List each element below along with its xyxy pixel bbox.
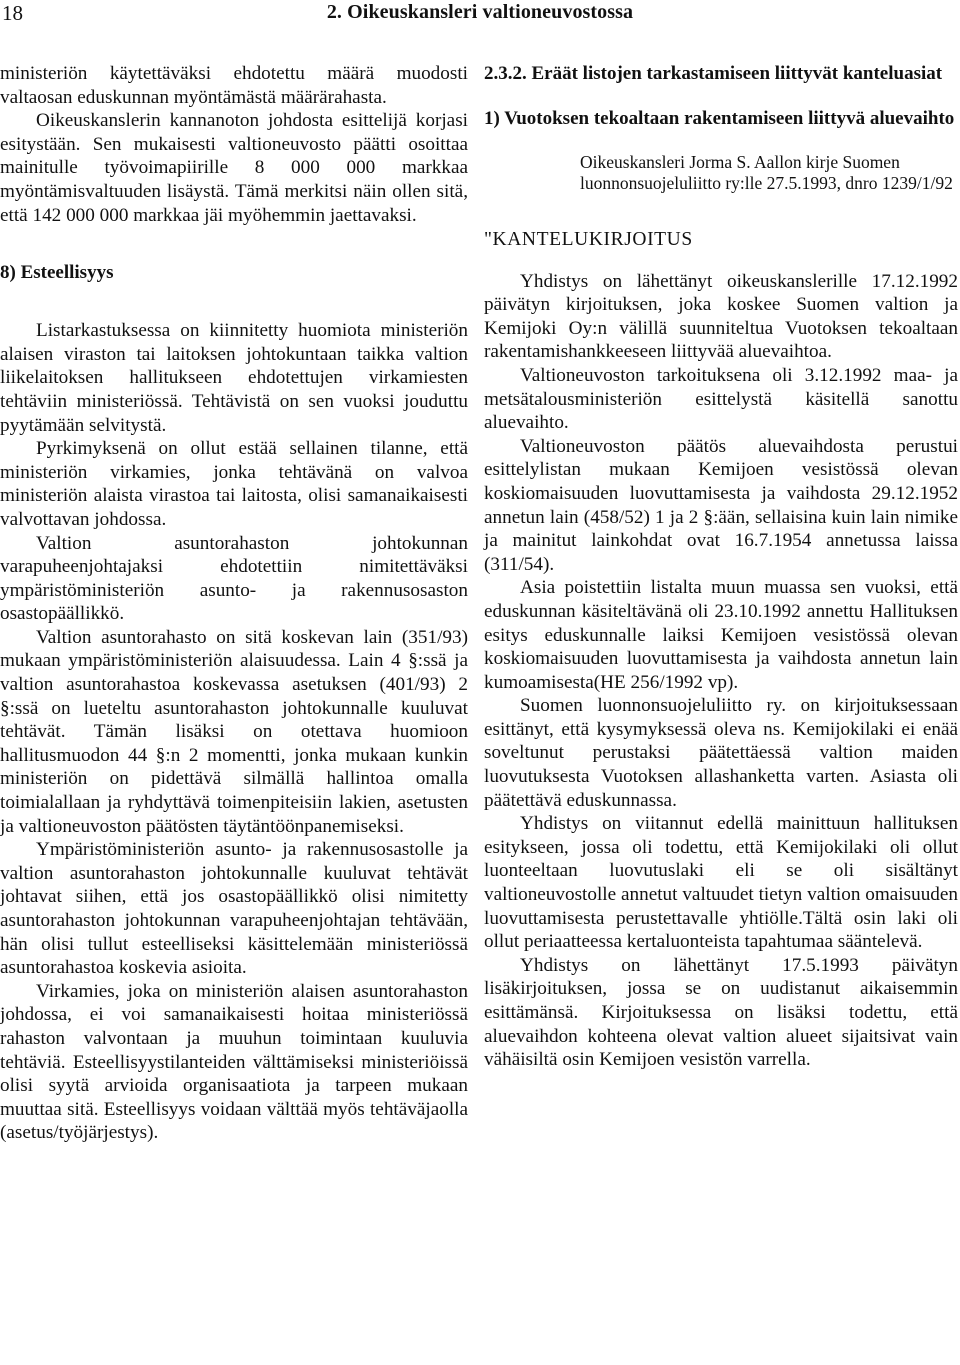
right-paragraph-3: Valtioneuvoston päätös aluevaihdosta perustui esittelylistan mukaan Kemijoen vesistössä olevan koskiomaisuuden luovuttamisesta ja vaihdosta 29.12.1952 annetun lain (458/52) 1 ja 2 §:ään, sellaisina kuin lain nimike ja mainitut lainkohdat ovat 16.7.1954 annetussa laissa (311/54).	[484, 435, 958, 575]
reference-note: Oikeuskansleri Jorma S. Aallon kirje Suomen luonnonsuojeluliitto ry:lle 27.5.1993, dnro 1239/1/92	[580, 152, 953, 193]
left-paragraph-4: Pyrkimyksenä on ollut estää sellainen tilanne, että ministeriön virkamies, jonka tehtävänä on valvoa ministeriön alaista virastoa tai laitosta, olisi samanaikaisesti valvottavan johdossa.	[0, 438, 468, 530]
right-paragraph-2: Valtioneuvoston tarkoituksena oli 3.12.1992 maa- ja metsätalousministeriön esittelystä käsitellä sanottu aluevaihto.	[484, 364, 958, 434]
right-column	[484, 62, 958, 1072]
left-paragraph-7: Ympäristöministeriön asunto- ja rakennusosastolle ja valtion asuntorahaston johtokunnalle kuuluvat tehtävät johtavat siihen, että jos osastopäällikkö olisi nimitetty asuntorahaston johtokunnan varapuheenjohtajan tehtävään, hän olisi tullut esteelliseksi käsittelemään ministeriössä asuntorahastoa koskevia asioita.	[0, 839, 468, 979]
right-paragraph-7: Yhdistys on lähettänyt 17.5.1993 päivätyn lisäkirjoituksen, jossa se on uudistanut aikaisemmin esittämänsä. Kirjoituksessa on lisäksi todettu, että aluevaihdon kohteena olevat valtion alueet sijaitsivat vain vähäisiltä osin Kemijoen vesistön varrella.	[484, 954, 958, 1071]
right-paragraph-1: Yhdistys on lähettänyt oikeuskanslerille 17.12.1992 päivätyn kirjoituksen, joka koskee Suomen valtion ja Kemijoki Oy:n välillä suunniteltua Vuotoksen tekoaltaan rakentamishankkeeseen liittyvää aluevaihtoa.	[484, 270, 958, 363]
left-paragraph-2: Oikeuskanslerin kannanoton johdosta esittelijä korjasi esitystään. Sen mukaisesti valtioneuvosto päätti osoittaa mainitulle työvoimapiirille 8 000 000 markkaa myöntämisvaltuuden lisäystä. Tämä merkitsi näin ollen sitä, että 142 000 000 markkaa jäi myöhemmin jaettavaksi.	[0, 110, 468, 226]
left-paragraph-3: Listarkastuksessa on kiinnitetty huomiota ministeriön alaisen viraston tai laitoksen johtokuntaan taikka valtion liikelaitoksen hallitukseen ehdotettujen virkamiesten tehtäviin ministeriössä. Tehtävistä on sen vuoksi jouduttu pyytämään selvitystä.	[0, 320, 468, 436]
left-column	[0, 62, 468, 1145]
right-paragraph-4: Asia poistettiin listalta muun muassa sen vuoksi, että eduskunnan käsiteltävänä oli 23.10.1992 annettu Hallituksen esitys eduskunnalle laiksi Kemijoen vesistössä olevan koskiomaisuuden luovuttamisesta ja vaihdosta annetun lain kumoamisesta(HE 256/1992 vp).	[484, 577, 958, 693]
left-paragraph-5: Valtion asuntorahaston johtokunnan varapuheenjohtajaksi ehdotettiin nimitettäväksi ympäristöministeriön asunto- ja rakennusosaston osastopäällikkö.	[0, 532, 468, 625]
page-number: 18	[2, 1, 23, 25]
section-heading-esteellisyys: 8) Esteellisyys	[0, 262, 114, 284]
subheading-aluevaihto: 1) Vuotoksen tekoaltaan rakentamiseen liittyvä aluevaihto	[484, 108, 955, 129]
left-paragraph-8: Virkamies, joka on ministeriön alaisen asuntorahaston johdossa, ei voi samanaikaisesti hoitaa ministeriössä rahaston valvontaan ja muuhun toimintaan kuuluvia tehtäviä. Esteellisyystilanteiden välttämiseksi ministeriöissä olisi syytä arvioida organisaatiota ja tarpeen mukaan muuttaa sitä. Esteellisyys voidaan välttää myös tehtäväjaolla (asetus/työjärjestys).	[0, 980, 468, 1144]
running-title: 2. Oikeuskansleri valtioneuvostossa	[326, 1, 634, 23]
left-paragraph-1: ministeriön käytettäväksi ehdotettu määrä muodosti valtaosan eduskunnan myöntämästä määrärahasta.	[0, 63, 468, 108]
kantelukirjoitus-title: "KANTELUKIRJOITUS	[484, 229, 693, 250]
right-paragraph-5: Suomen luonnonsuojeluliitto ry. on kirjoituksessaan esittänyt, että kysymyksessä oleva ns. Kemijokilaki ei enää soveltunut perustaksi päätettäessä valtion maiden luovutuksesta Vuotoksen allashanketta varten. Asiasta oli päätettävä eduskunnassa.	[484, 695, 958, 811]
left-paragraph-6: Valtion asuntorahasto on sitä koskevan lain (351/93) mukaan ympäristöministeriön alaisuudessa. Lain 4 §:ssä ja valtion asuntorahastoa koskevassa asetuksen (401/93) 2 §:ssä on lueteltu asuntorahaston johtokunnalle kuuluvat tehtävät. Tämän lisäksi on otettava huomioon hallitusmuodon 44 §:n 2 momentti, jonka mukaan kunkin ministeriön on pidettävä silmällä hallintoa omalla toimialallaan ja ryhdyttävä toimenpiteisiin lakien, asetusten ja valtioneuvoston päätösten täytäntöönpanemiseksi.	[0, 626, 468, 837]
right-paragraph-6: Yhdistys on viitannut edellä mainittuun hallituksen esitykseen, jossa oli todettu, että Kemijokilaki oli ollut luonteeltaan luovutuslaki eli se oli sisältänyt valtioneuvostolle annetut valtuudet tietyn valtion omaisuuden luovuttamisesta perustettavalle yhtiölle.Tältä osin laki oli ollut periaatteessa kertaluonteista tapahtumaa sääntelevä.	[484, 813, 958, 953]
section-heading-kanteluasiat: 2.3.2. Eräät listojen tarkastamiseen liittyvät kanteluasiat	[484, 63, 943, 84]
page-header	[0, 0, 960, 34]
